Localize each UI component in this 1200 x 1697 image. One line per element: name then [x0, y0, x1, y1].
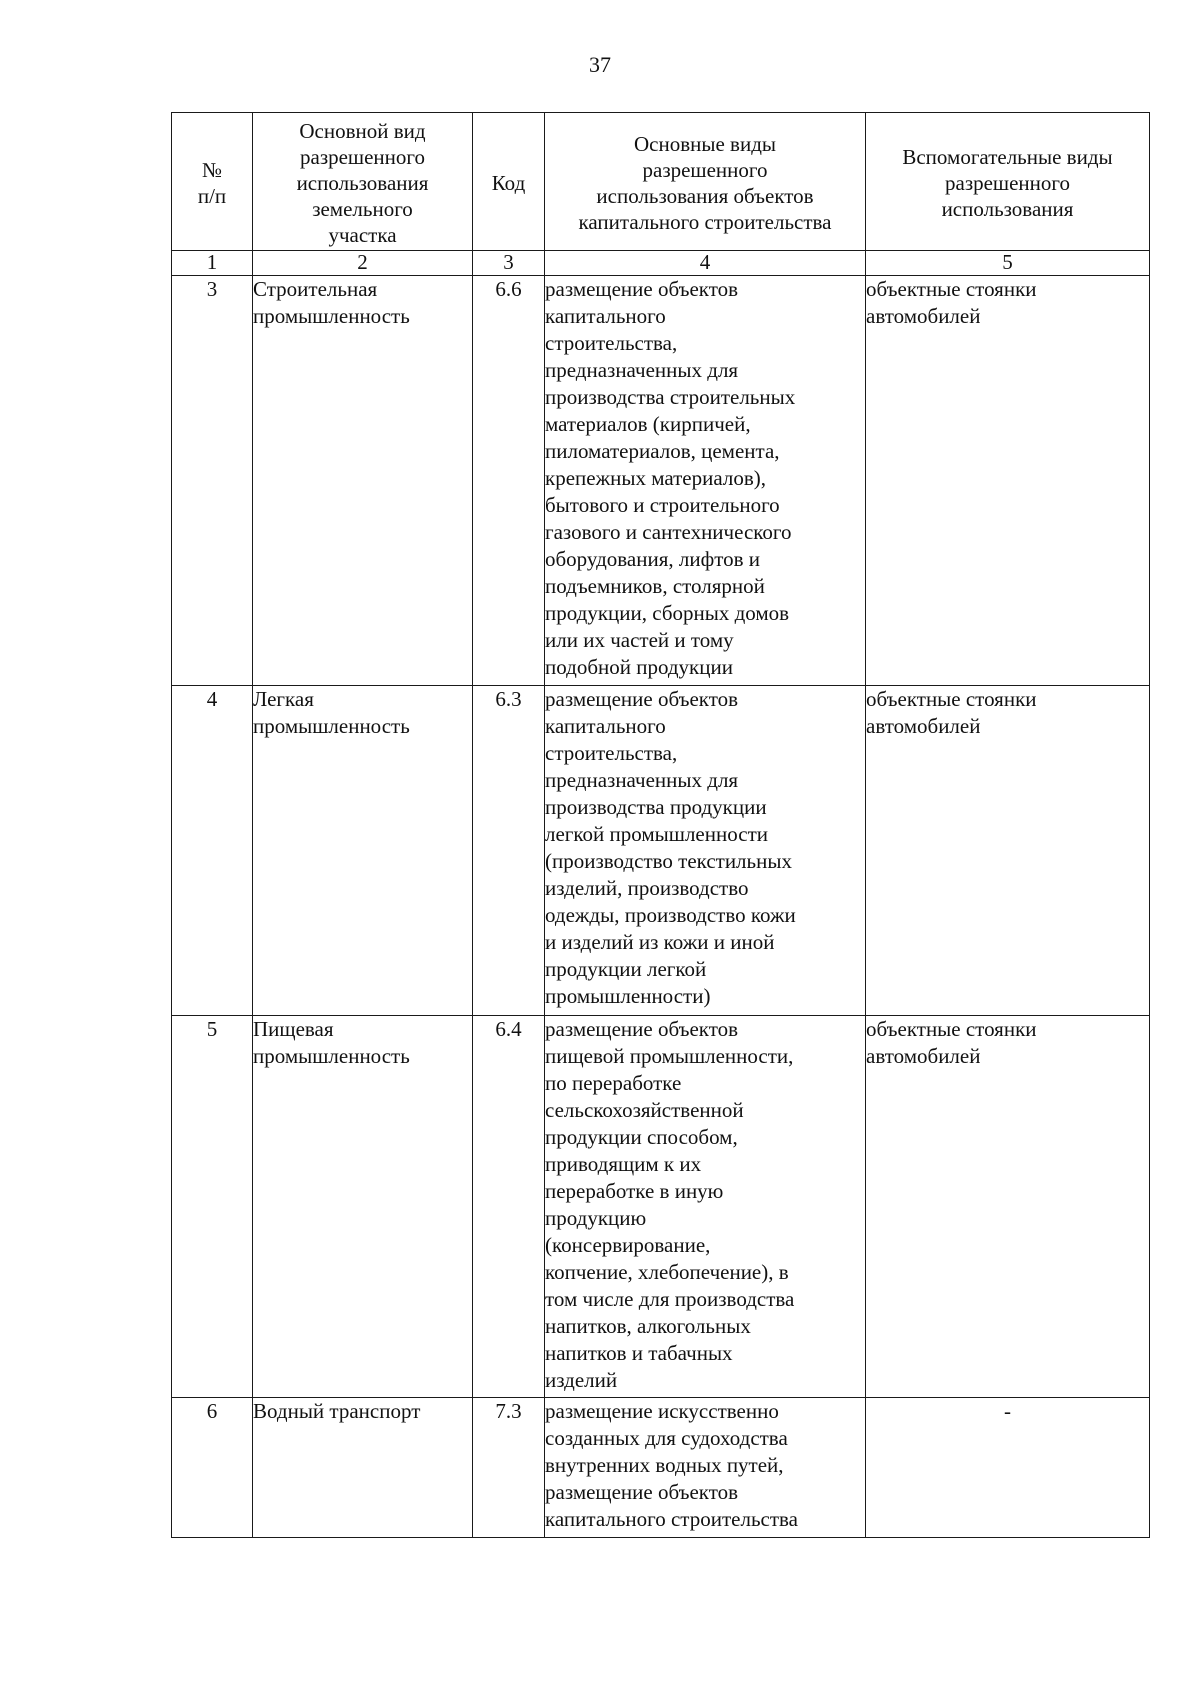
land-use-code: 6.4 — [473, 1016, 545, 1398]
land-use-code: 6.6 — [473, 276, 545, 686]
table-row — [172, 1016, 1150, 1398]
header-land-use-type: Основной вид разрешенного использования земельного участка — [253, 113, 473, 251]
header-number: № п/п — [172, 113, 253, 251]
land-use-table — [171, 112, 1150, 1538]
land-use-code: 7.3 — [473, 1398, 545, 1538]
header-main-uses: Основные виды разрешенного использования объектов капитального строительства — [545, 113, 866, 251]
main-use-description: размещение объектов пищевой промышленности, по переработке сельскохозяйственной продукции способом, приводящим к их переработке в иную продукцию (консервирование, копчение, хлебопечение), в том числе для производства напитков, алкогольных напитков и табачных изделий — [545, 1016, 866, 1398]
column-number: 1 — [172, 251, 253, 276]
column-number: 2 — [253, 251, 473, 276]
land-use-name: Пищевая промышленность — [253, 1016, 473, 1398]
auxiliary-use-description: - — [866, 1398, 1150, 1538]
auxiliary-use-description: объектные стоянки автомобилей — [866, 276, 1150, 686]
header-auxiliary-uses: Вспомогательные виды разрешенного использования — [866, 113, 1150, 251]
auxiliary-use-description: объектные стоянки автомобилей — [866, 686, 1150, 1016]
main-use-description: размещение объектов капитального строительства, предназначенных для производства строительных материалов (кирпичей, пиломатериалов, цемента, крепежных материалов), бытового и строительного газового и сантехнического оборудования, лифтов и подъемников, столярной продукции, сборных домов или их частей и тому подобной продукции — [545, 276, 866, 686]
land-use-code: 6.3 — [473, 686, 545, 1016]
column-number: 4 — [545, 251, 866, 276]
row-number: 5 — [172, 1016, 253, 1398]
header-code: Код — [473, 113, 545, 251]
table-row — [172, 1398, 1150, 1538]
table-row — [172, 686, 1150, 1016]
page-number: 37 — [589, 52, 611, 77]
row-number: 6 — [172, 1398, 253, 1538]
row-number: 3 — [172, 276, 253, 686]
main-use-description: размещение объектов капитального строительства, предназначенных для производства продукции легкой промышленности (производство текстильных изделий, производство одежды, производство кожи и изделий из кожи и иной продукции легкой промышленности) — [545, 686, 866, 1016]
auxiliary-use-description: объектные стоянки автомобилей — [866, 1016, 1150, 1398]
table-row — [172, 276, 1150, 686]
table-header-row — [172, 113, 1150, 251]
column-number-row — [172, 251, 1150, 276]
column-number: 5 — [866, 251, 1150, 276]
column-number: 3 — [473, 251, 545, 276]
land-use-name: Строительная промышленность — [253, 276, 473, 686]
land-use-name: Легкая промышленность — [253, 686, 473, 1016]
row-number: 4 — [172, 686, 253, 1016]
land-use-name: Водный транспорт — [253, 1398, 473, 1538]
main-use-description: размещение искусственно созданных для судоходства внутренних водных путей, размещение объектов капитального строительства — [545, 1398, 866, 1538]
